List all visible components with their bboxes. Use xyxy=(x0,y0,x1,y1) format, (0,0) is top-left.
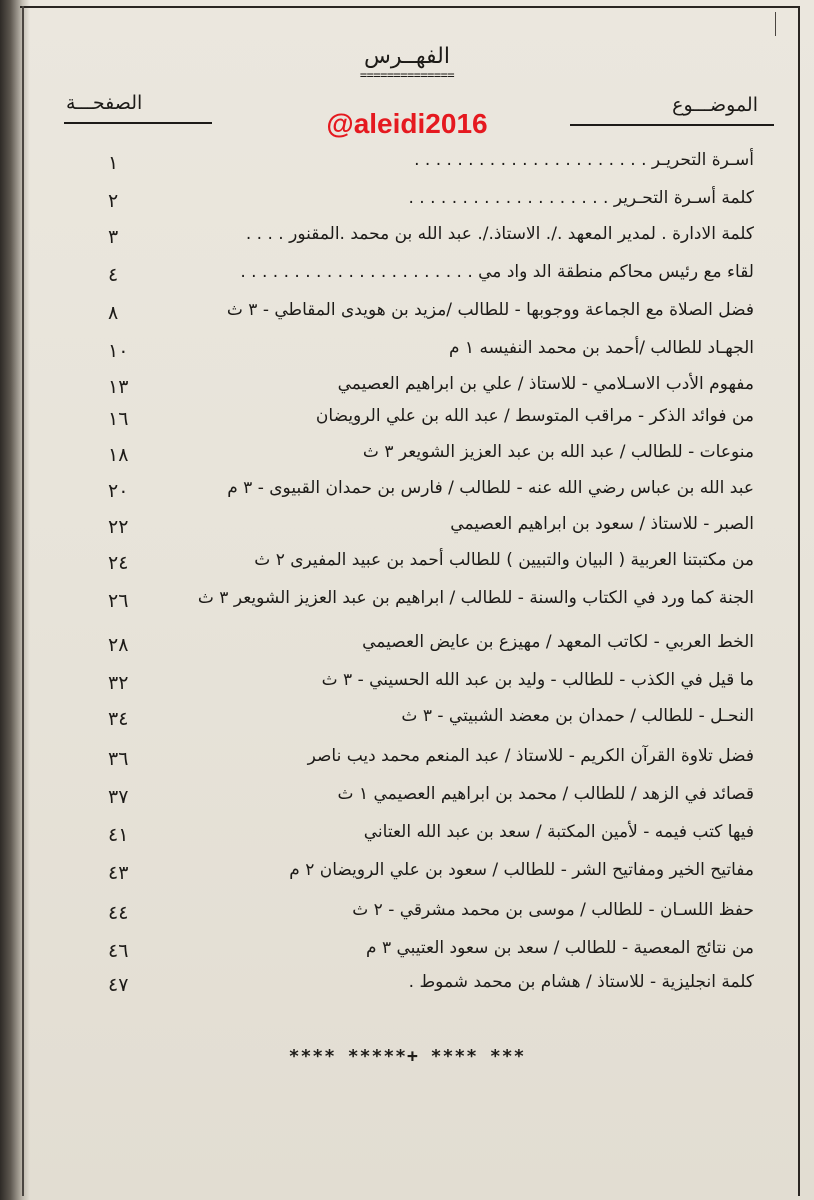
toc-row xyxy=(0,630,814,670)
toc-row xyxy=(0,668,814,708)
toc-page-number: ٤٧ xyxy=(108,974,129,996)
toc-entry-text: كلمة انجليزية - للاستاذ / هشام بن محمد شموط . xyxy=(408,972,754,992)
toc-row xyxy=(0,512,814,552)
toc-row xyxy=(0,476,814,516)
toc-entry-text: كلمة الادارة . لمدير المعهد ./. الاستاذ./. عبد الله بن محمد .المقنور . . . . xyxy=(245,224,754,244)
toc-row xyxy=(0,898,814,938)
toc-entry-text: فضل الصلاة مع الجماعة ووجوبها - للطالب /مزيد بن هويدى المقاطي - ٣ ث xyxy=(226,300,754,320)
toc-row xyxy=(0,336,814,376)
toc-page-number: ٢٨ xyxy=(108,634,129,656)
toc-page-number: ٢٢ xyxy=(108,516,129,538)
subject-column-header: الموضـــوع xyxy=(672,94,758,116)
toc-page-number: ٣٤ xyxy=(108,708,129,730)
toc-entry-text: قصائد في الزهد / للطالب / محمد بن ابراهيم العصيمي ١ ث xyxy=(337,784,754,804)
toc-row xyxy=(0,222,814,262)
watermark-handle: @aleidi2016 xyxy=(326,108,488,139)
toc-entry-text: من مكتبتنا العربية ( البيان والتبيين ) للطالب أحمد بن عبيد المفيرى ٢ ث xyxy=(254,550,754,570)
toc-entry-text: الجهـاد للطالب /أحمد بن محمد النفيسه ١ م xyxy=(448,338,754,358)
toc-entry-text: منوعات - للطالب / عبد الله بن عبد العزيز الشويعر ٣ ث xyxy=(362,442,754,462)
toc-page-number: ١٠ xyxy=(108,340,129,362)
toc-row xyxy=(0,404,814,444)
toc-page-number: ٢ xyxy=(108,190,119,212)
toc-entry-text: من نتائج المعصية - للطالب / سعد بن سعود العتيبي ٣ م xyxy=(366,938,754,958)
toc-row xyxy=(0,970,814,1010)
toc-row xyxy=(0,782,814,822)
toc-page-number: ١٦ xyxy=(108,408,129,430)
toc-page-number: ٣٧ xyxy=(108,786,129,808)
toc-entry-text: فيها كتب فيمه - لأمين المكتبة / سعد بن عبد الله العتاني xyxy=(363,822,754,842)
toc-page-number: ٤٣ xyxy=(108,862,129,884)
toc-row xyxy=(0,704,814,744)
toc-page-number: ١٨ xyxy=(108,444,129,466)
toc-entry-text: الصبر - للاستاذ / سعود بن ابراهيم العصيمي xyxy=(450,514,754,534)
title-double-rule: ============== xyxy=(359,68,455,82)
toc-page-number: ٨ xyxy=(108,302,119,324)
toc-page-number: ٣٦ xyxy=(108,748,129,770)
page-title: الفهــرس xyxy=(364,44,450,69)
toc-page-number: ٣ xyxy=(108,226,119,248)
toc-page-number: ٣٢ xyxy=(108,672,129,694)
toc-page-number: ٤ xyxy=(108,264,119,286)
toc-row xyxy=(0,440,814,480)
toc-entry-text: الخط العربي - لكاتب المعهد / مهيزع بن عايض العصيمي xyxy=(362,632,754,652)
toc-entry-text: كلمة أسـرة التحـرير . . . . . . . . . . . . . . . . . . . xyxy=(408,188,754,208)
toc-entry-text: فضل تلاوة القرآن الكريم - للاستاذ / عبد المنعم محمد ديب ناصر xyxy=(307,746,754,766)
toc-row xyxy=(0,298,814,338)
footer-ornament: **** *****+ **** *** xyxy=(288,1046,526,1067)
frame-top-line xyxy=(20,6,800,8)
toc-row xyxy=(0,820,814,860)
toc-page-number: ١٣ xyxy=(108,376,129,398)
toc-row xyxy=(0,858,814,898)
toc-row xyxy=(0,548,814,588)
toc-row xyxy=(0,744,814,784)
toc-entry-text: الجنة كما ورد في الكتاب والسنة - للطالب / ابراهيم بن عبد العزيز الشويعر ٣ ث xyxy=(197,588,754,608)
toc-page-number: ٤١ xyxy=(108,824,129,846)
toc-entry-text: أسـرة التحريـر . . . . . . . . . . . . . . . . . . . . . . xyxy=(414,150,754,170)
toc-row xyxy=(0,148,814,188)
toc-row xyxy=(0,260,814,300)
toc-entry-text: النحـل - للطالب / حمدان بن معضد الشبيتي - ٣ ث xyxy=(401,706,754,726)
toc-row xyxy=(0,186,814,226)
toc-entry-text: ما قيل في الكذب - للطالب - وليد بن عبد الله الحسيني - ٣ ث xyxy=(321,670,754,690)
toc-entry-text: من فوائد الذكر - مراقب المتوسط / عبد الله بن علي الرويضان xyxy=(315,406,754,426)
toc-entry-text: لقاء مع رئيس محاكم منطقة الد واد مي . . . . . . . . . . . . . . . . . . . . . . xyxy=(240,262,754,282)
toc-page-number: ٤٦ xyxy=(108,940,129,962)
toc-page-number: ٢٤ xyxy=(108,552,129,574)
toc-page-number: ٢٠ xyxy=(108,480,129,502)
page-column-header: الصفحـــة xyxy=(66,92,143,114)
toc-entry-text: مفهوم الأدب الاسـلامي - للاستاذ / علي بن ابراهيم العصيمي xyxy=(337,374,754,394)
toc-entry-text: عبد الله بن عباس رضي الله عنه - للطالب / فارس بن حمدان القبيوى - ٣ م xyxy=(227,478,754,498)
toc-row xyxy=(0,586,814,626)
toc-page-number: ٢٦ xyxy=(108,590,129,612)
toc-page-number: ١ xyxy=(108,152,119,174)
frame-inner-line xyxy=(775,12,776,36)
toc-page-number: ٤٤ xyxy=(108,902,129,924)
toc-entry-text: حفظ اللسـان - للطالب / موسى بن محمد مشرقي - ٢ ث xyxy=(352,900,754,920)
toc-entry-text: مفاتيح الخير ومفاتيح الشر - للطالب / سعود بن علي الرويضان ٢ م xyxy=(289,860,754,880)
